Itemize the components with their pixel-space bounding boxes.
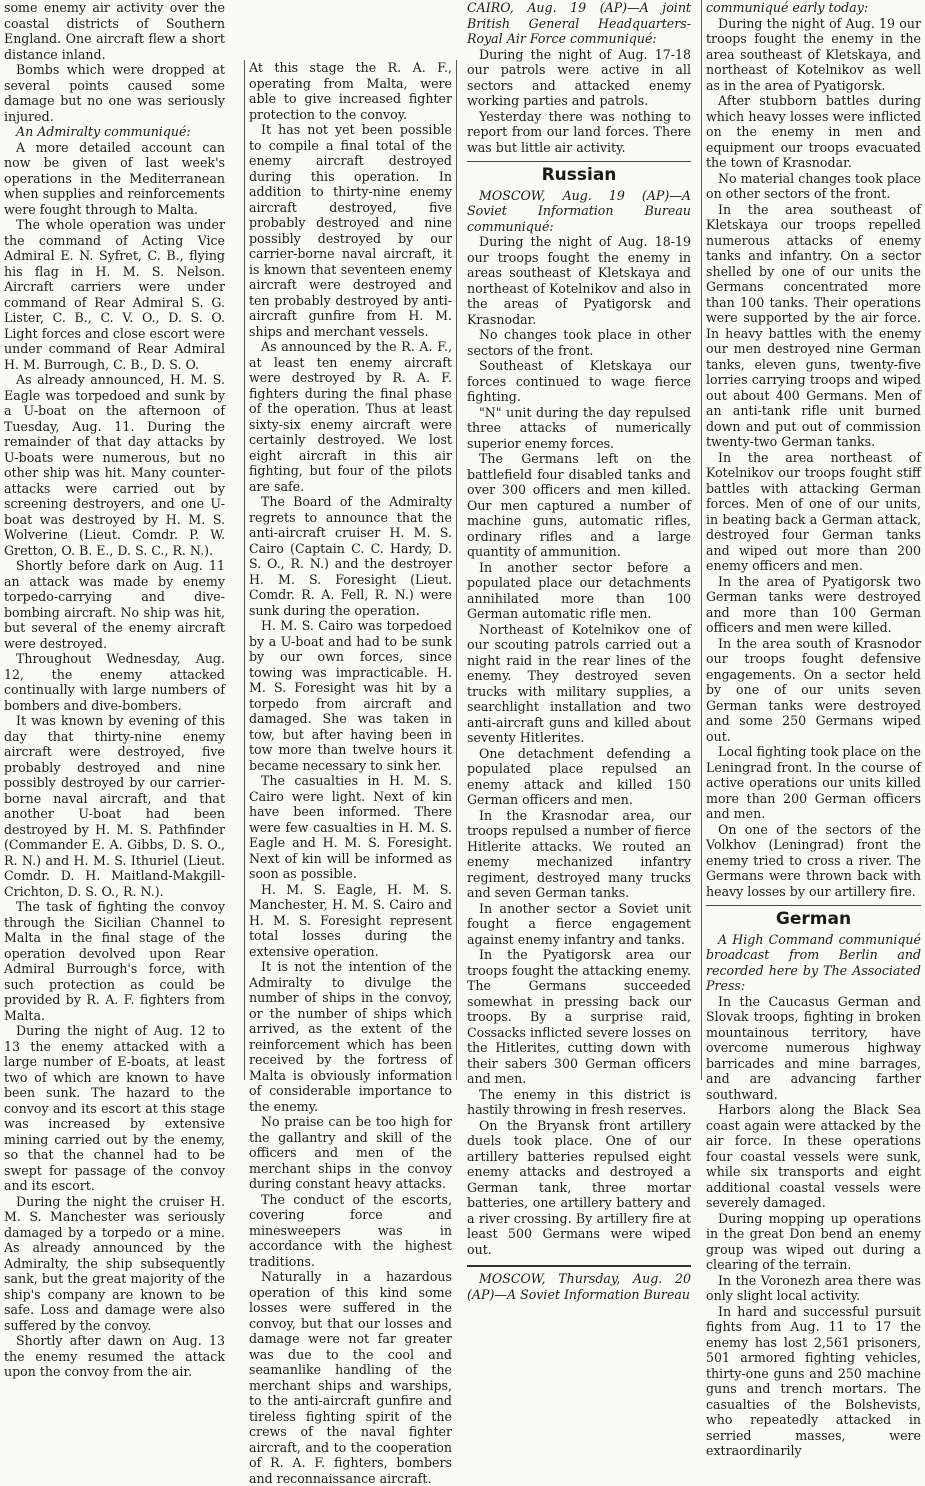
paragraph: The Board of the Admiralty regrets to announce that the anti-aircraft cruiser H. M. S. Cairo (Captain C. C. Hardy, D. S. O., R. N.) and the destroyer H. M. S. Foresight (Lieut. Comdr. R. A. Fell, R. N.) were sunk during the operation. <box>249 494 452 618</box>
divider <box>467 1265 691 1267</box>
paragraph: Naturally in a hazardous operation of this kind some losses were suffered in the convoy, but that our losses and damage were not far greater was due to the cool and seamanlike handling of the merchant ships and warships, to the anti-aircraft gunfire and tireless fighting spirit of the crews of the naval fighter aircraft, and to the cooperation of R. A. F. fighters, bombers and reconnaissance aircraft. <box>249 1269 452 1486</box>
paragraph: The conduct of the escorts, covering force and minesweepers was in accordance with the highest traditions. <box>249 1191 452 1269</box>
german-intro: A High Command communiqué broadcast from Berlin and recorded here by The Associated Press: <box>706 931 921 993</box>
paragraph: In the Caucasus German and Slovak troops, fighting in broken mountainous territory, have overcome numerous highway barricades and mine barrages, and are advancing farther southward. <box>706 993 921 1102</box>
paragraph: The enemy in this district is hastily throwing in fresh reserves. <box>467 1086 691 1117</box>
paragraph: During the night of Aug. 12 to 13 the enemy attacked with a large number of E-boats, at least two of which are known to have been sunk. The hazard to the convoy and its escort at this stage was increased by extensive mining carried out by the enemy, so that the channel had to be swept for passage of the convoy and its escort. <box>4 1023 225 1193</box>
paragraph: No changes took place in other sectors of the front. <box>467 327 691 358</box>
continued-dateline: communiqué early today: <box>706 0 869 15</box>
paragraph: H. M. S. Cairo was torpedoed by a U-boat and had to be sunk by our own forces, since towing was impracticable. H. M. S. Foresight was hit by a torpedo from aircraft and damaged. She was taken in tow, but after having been in tow more than twelve hours it became necessary to sink her. <box>249 618 452 773</box>
paragraph: Southeast of Kletskaya our forces continued to wage fierce fighting. <box>467 358 691 404</box>
divider <box>706 905 921 906</box>
paragraph: In the area southeast of Kletskaya our troops repelled numerous attacks of enemy tanks and infantry. On a sector shelled by one of our units the Germans concentrated more than 100 tanks. Their operations were supported by the air force. In heavy battles with the enemy our men destroyed nine German tanks, eleven guns, twenty-five lorries carrying troops and wiped out about 400 Germans. Men of an anti-tank rifle unit burned down and put out of commission twenty-two German tanks. <box>706 201 921 449</box>
paragraph: One detachment defending a populated place repulsed an enemy attack and killed 150 German officers and men. <box>467 745 691 807</box>
subhead-admiralty: An Admiralty communiqué: <box>16 124 191 139</box>
paragraph: The whole operation was under the command of Acting Vice Admiral E. N. Syfret, C. B., flying his flag in H. M. S. Nelson. Aircraft carriers were under command of Rear Admiral S. G. Lister, C. B., C. V. O., D. S. O. Light forces and close escort were under command of Rear Admiral H. M. Burrough, C. B., D. S. O. <box>4 217 225 372</box>
paragraph: As already announced, H. M. S. Eagle was torpedoed and sunk by a U-boat on the afternoon of Tuesday, Aug. 11. During the remainder of that day attacks by U-boats were numerous, but no other ship was hit. Many counter-attacks were carried out by screening destroyers, and one U-boat was destroyed by H. M. S. Wolverine (Lieut. Comdr. P. W. Gretton, O. B. E., D. S. C., R. N.). <box>4 372 225 558</box>
paragraph: The Germans left on the battlefield four disabled tanks and over 300 officers and men killed. Our men captured a number of machine guns, automatic rifles, ordinary rifles and a large quantity of ammunition. <box>467 451 691 559</box>
paragraph: During the night of Aug. 17-18 our patrols were active in all sectors and attacked enemy working parties and patrols. <box>467 46 691 108</box>
paragraph: H. M. S. Eagle, H. M. S. Manchester, H. M. S. Cairo and H. M. S. Foresight represent total losses during the extensive operation. <box>249 881 452 959</box>
paragraph: Bombs which were dropped at several points caused some damage but no one was seriously injured. <box>4 62 225 124</box>
paragraph: Throughout Wednesday, Aug. 12, the enemy attacked continually with large numbers of bombers and dive-bombers. <box>4 651 225 713</box>
section-heading-russian: Russian <box>541 165 617 185</box>
paragraph: During the night of Aug. 19 our troops fought the enemy in the area southeast of Kletskaya, and northeast of Kotelnikov as well as in the area of Pyatigorsk. <box>706 15 921 93</box>
paragraph: At this stage the R. A. F., operating from Malta, were able to give increased fighter protection to the convoy. <box>249 60 452 122</box>
paragraph: Northeast of Kotelnikov one of our scouting patrols carried out a night raid in the rear lines of the enemy. They destroyed seven trucks with military supplies, a searchlight installation and two anti-aircraft guns and killed about seventy Hitlerites. <box>467 621 691 745</box>
paragraph: During mopping up operations in the great Don bend an enemy group was wiped out during a clearing of the terrain. <box>706 1210 921 1272</box>
paragraph: It was known by evening of this day that thirty-nine enemy aircraft were destroyed, five probably destroyed and nine possibly destroyed by our carrier-borne naval aircraft, and that another U-boat had been destroyed by H. M. S. Pathfinder (Commander E. A. Gibbs, D. S. O., R. N.) and H. M. S. Ithuriel (Lieut. Comdr. D. H. Maitland-Makgill-Crichton, D. S. O., R. N.). <box>4 713 225 899</box>
paragraph: some enemy air activity over the coastal districts of Southern England. One aircraft flew a short distance inland. <box>4 0 225 62</box>
paragraph: After stubborn battles during which heavy losses were inflicted on the enemy in men and equipment our troops evacuated the town of Krasnodar. <box>706 93 921 170</box>
moscow2-dateline: MOSCOW, Thursday, Aug. 20 (AP)—A Soviet Information Bureau <box>467 1271 691 1302</box>
paragraph: A more detailed account can now be given of last week's operations in the Mediterranean when supplies and reinforcements were fought through to Malta. <box>4 139 225 217</box>
section-heading-german: German <box>775 909 852 929</box>
paragraph: Shortly after dawn on Aug. 13 the enemy resumed the attack upon the convoy from the air. <box>4 1333 225 1379</box>
paragraph: "N" unit during the day repulsed three attacks of numerically superior enemy forces. <box>467 404 691 451</box>
paragraph: On the Bryansk front artillery duels took place. One of our artillery batteries repulsed eight enemy attacks and destroyed a German tank, three mortar batteries, one artillery battery and a river crossing. By artillery fire at least 500 Germans were wiped out. <box>467 1117 691 1257</box>
paragraph: It has not yet been possible to compile a final total of the enemy aircraft destroyed during this operation. In addition to thirty-nine enemy aircraft destroyed, five probably destroyed and nine possibly destroyed by our carrier-borne naval aircraft, it is known that seventeen enemy aircraft were destroyed and ten probably destroyed by anti-aircraft gunfire from H. M. ships and merchant vessels. <box>249 122 452 339</box>
column-1 <box>0 0 229 1379</box>
paragraph: No praise can be too high for the gallantry and skill of the officers and men of the merchant ships in the convoy during constant heavy attacks. <box>249 1114 452 1191</box>
moscow-dateline: MOSCOW, Aug. 19 (AP)—A Soviet Information Bureau communiqué: <box>467 187 691 234</box>
paragraph: In the Pyatigorsk area our troops fought the attacking enemy. The Germans succeeded somewhat in pressing back our troops. By a surprise raid, Cossacks inflicted severe losses on the Hitlerites, cutting down with their sabers 300 German officers and men. <box>467 947 691 1086</box>
paragraph: The task of fighting the convoy through the Sicilian Channel to Malta in the final stage of the operation devolved upon Rear Admiral Burrough's force, with such protection as could be provided by R. A. F. fighters from Malta. <box>4 899 225 1023</box>
paragraph: Harbors along the Black Sea coast again were attacked by the air force. In these operations four coastal vessels were sunk, while six transports and eight additional coastal vessels were severely damaged. <box>706 1102 921 1210</box>
paragraph: In the area northeast of Kotelnikov our troops fought stiff battles with attacking German forces. Men of one of our units, in beating back a German attack, destroyed four German tanks and wiped out more than 200 enemy officers and men. <box>706 449 921 573</box>
paragraph: In another sector a Soviet unit fought a fierce engagement against enemy infantry and tanks. <box>467 900 691 947</box>
paragraph: Yesterday there was nothing to report from our land forces. There was but little air activity. <box>467 108 691 155</box>
paragraph: In the area of Pyatigorsk two German tanks were destroyed and more than 100 German officers and men were killed. <box>706 573 921 635</box>
paragraph: On one of the sectors of the Volkhov (Leningrad) front the enemy tried to cross a river. The Germans were thrown back with heavy losses by our artillery fire. <box>706 821 921 899</box>
paragraph: Shortly before dark on Aug. 11 an attack was made by enemy torpedo-carrying and dive-bombing aircraft. No ship was hit, but several of the enemy aircraft were destroyed. <box>4 558 225 651</box>
column-2 <box>244 60 457 1486</box>
column-3 <box>463 0 695 1302</box>
paragraph: During the night of Aug. 18-19 our troops fought the enemy in areas southeast of Kletskaya and northeast of Kotelnikov and also in the areas of Pyatigorsk and Krasnodar. <box>467 234 691 327</box>
paragraph: In the area south of Krasnodor our troops fought defensive engagements. On a sector held by one of our units seven German tanks were destroyed and some 250 Germans wiped out. <box>706 635 921 744</box>
paragraph: In another sector before a populated place our detachments annihilated more than 100 German automatic rifle men. <box>467 559 691 621</box>
paragraph: In the Voronezh area there was only slight local activity. <box>706 1272 921 1303</box>
paragraph: As announced by the R. A. F., at least ten enemy aircraft were destroyed by R. A. F. fighters during the final phase of the operation. Thus at least sixty-six enemy aircraft were certainly destroyed. We lost eight aircraft in this air fighting, but four of the pilots are safe. <box>249 339 452 494</box>
column-4 <box>701 0 925 1458</box>
divider <box>467 161 691 162</box>
paragraph: It is not the intention of the Admiralty to divulge the number of ships in the convoy, or the number of ships which arrived, as the extent of the reinforcement which has been received by the fortress of Malta is obviously information of considerable importance to the enemy. <box>249 959 452 1114</box>
paragraph: During the night the cruiser H. M. S. Manchester was seriously damaged by a torpedo or a mine. As already announced by the Admiralty, the ship subsequently sank, but the great majority of the ship's company are known to be safe. Loss and damage were also suffered by the convoy. <box>4 1193 225 1333</box>
paragraph: In the Krasnodar area, our troops repulsed a number of fierce Hitlerite attacks. We routed an enemy mechanized infantry regiment, destroyed many trucks and seven German tanks. <box>467 807 691 900</box>
paragraph: Local fighting took place on the Leningrad front. In the course of active operations our units killed more than 200 German officers and men. <box>706 744 921 821</box>
paragraph: In hard and successful pursuit fights from Aug. 11 to 17 the enemy has lost 2,561 prisoners, 501 armored fighting vehicles, thirty-one guns and 250 machine guns and trench mortars. The casualties of the Bolshevists, who repeatedly attacked in serried masses, were extraordinarily <box>706 1303 921 1458</box>
paragraph: The casualties in H. M. S. Cairo were light. Next of kin have been informed. There were few casualties in H. M. S. Eagle and H. M. S. Foresight. Next of kin will be informed as soon as possible. <box>249 773 452 881</box>
paragraph: No material changes took place on other sectors of the front. <box>706 170 921 201</box>
cairo-dateline: CAIRO, Aug. 19 (AP)—A joint British General Headquarters-Royal Air Force communiqué: <box>467 0 691 46</box>
